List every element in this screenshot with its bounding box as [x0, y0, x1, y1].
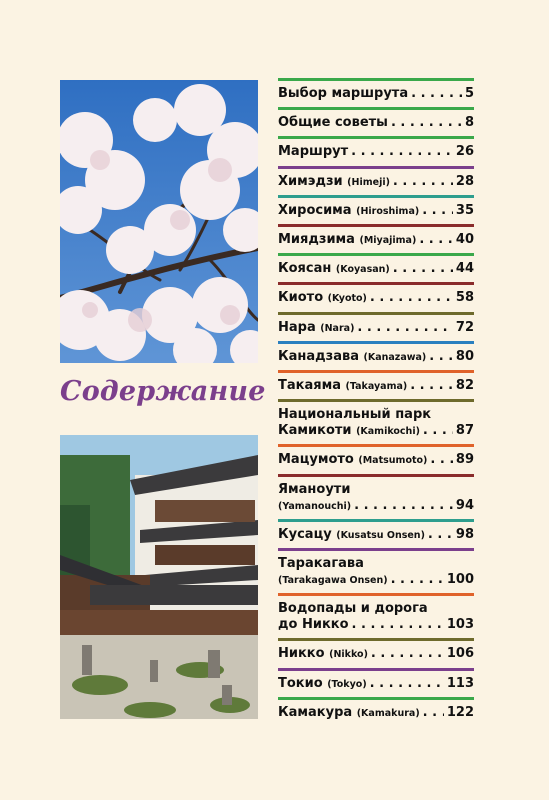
toc-entry-subtitle: (Tarakagawa Onsen) — [278, 575, 388, 586]
toc-entry-title-cont: Камикоти — [278, 423, 352, 439]
toc-color-bar — [278, 341, 474, 344]
toc-entry-title: Коясан (Koyasan) — [278, 261, 390, 277]
toc-entry-title-line2 — [278, 423, 420, 440]
toc-entry-subtitle: (Hiroshima) — [356, 205, 420, 217]
toc-entry-title: Таракагава — [278, 556, 364, 571]
toc-color-bar — [278, 697, 474, 700]
toc-entry[interactable] — [278, 519, 474, 544]
toc-entry-page: 87 — [455, 423, 474, 439]
toc-entry[interactable] — [278, 136, 474, 160]
toc-entry-subtitle: (Nara) — [320, 322, 355, 334]
toc-entry-page: 58 — [455, 290, 474, 306]
toc-entry-page: 89 — [455, 452, 474, 468]
toc-entry-title: Химэдзи (Himeji) — [278, 173, 390, 189]
toc-leader-dots — [393, 174, 453, 190]
toc-entry-title-line2 — [278, 617, 349, 633]
toc-color-bar — [278, 253, 474, 256]
toc-entry-page: 80 — [455, 348, 474, 364]
toc-entry-title: Токио (Tokyo) — [278, 675, 367, 691]
toc-entry-page: 122 — [446, 704, 474, 720]
toc-entry[interactable] — [278, 282, 474, 307]
toc-color-bar — [278, 312, 474, 315]
toc-color-bar — [278, 370, 474, 373]
toc-entry-page: 5 — [464, 86, 474, 101]
toc-entry-subtitle: (Kyoto) — [327, 293, 367, 305]
toc-color-bar — [278, 474, 474, 477]
toc-entry-page: 28 — [455, 173, 474, 189]
toc-entry-title: Нара (Nara) — [278, 319, 355, 335]
toc-entry-subtitle: (Kamikochi) — [356, 426, 420, 438]
toc-leader-dots — [351, 144, 453, 160]
toc-entry-subtitle: (Tokyo) — [327, 678, 367, 690]
toc-entry[interactable] — [278, 253, 474, 278]
toc-color-bar — [278, 166, 474, 169]
toc-leader-dots — [370, 676, 444, 692]
toc-entry[interactable] — [278, 668, 474, 693]
toc-entry[interactable] — [278, 444, 474, 469]
toc-leader-dots — [423, 423, 453, 439]
toc-leader-dots — [422, 203, 453, 219]
toc-leader-dots — [393, 261, 453, 277]
temple-garden-photo — [60, 435, 258, 719]
toc-entry-page: 103 — [446, 617, 474, 633]
cherry-blossom-photo — [60, 80, 258, 363]
toc-leader-dots — [430, 452, 453, 468]
toc-color-bar — [278, 668, 474, 671]
toc-entry-page: 8 — [464, 115, 474, 131]
toc-entry-subtitle: (Matsumoto) — [358, 455, 428, 467]
toc-leader-dots — [411, 86, 462, 102]
toc-entry-title: Яманоути — [278, 481, 351, 497]
toc-color-bar — [278, 399, 474, 402]
toc-color-bar — [278, 548, 474, 551]
toc-entry-page: 100 — [446, 572, 474, 587]
toc-entry[interactable] — [278, 548, 474, 589]
toc-entry[interactable] — [278, 399, 474, 440]
toc-entry-title-cont: до Никко — [278, 617, 349, 633]
toc-entry-title: Миядзима (Miyajima) — [278, 232, 417, 247]
toc-leader-dots — [357, 320, 453, 336]
toc-entry-subtitle: (Kusatsu Onsen) — [336, 529, 425, 541]
toc-leader-dots — [423, 705, 444, 721]
toc-entry[interactable] — [278, 195, 474, 220]
toc-entry-title: Канадзава (Kanazawa) — [278, 348, 427, 364]
toc-entry-title-line2 — [278, 498, 351, 515]
toc-entry[interactable] — [278, 78, 474, 102]
toc-entry-title: Общие советы — [278, 115, 388, 131]
toc-leader-dots — [429, 349, 453, 365]
toc-entry-title: Мацумото (Matsumoto) — [278, 452, 428, 468]
toc-entry-title-line2 — [278, 572, 388, 589]
toc-entry[interactable] — [278, 107, 474, 131]
toc-entry-title: Кусацу (Kusatsu Onsen) — [278, 526, 425, 542]
toc-entry[interactable] — [278, 593, 474, 633]
toc-entry-page: 44 — [455, 261, 474, 277]
toc-color-bar — [278, 136, 474, 139]
toc-entry[interactable] — [278, 697, 474, 722]
toc-entry-page: 106 — [446, 646, 474, 662]
toc-leader-dots — [352, 617, 444, 633]
toc-entry-page: 26 — [455, 144, 474, 160]
toc-color-bar — [278, 444, 474, 447]
toc-entry[interactable] — [278, 370, 474, 395]
toc-entry-subtitle: (Kamakura) — [356, 707, 420, 719]
toc-leader-dots — [371, 646, 444, 662]
toc-entry-page: 40 — [455, 232, 474, 247]
toc-leader-dots — [391, 572, 444, 588]
toc-entry[interactable] — [278, 224, 474, 249]
page-title: Содержание — [60, 376, 266, 407]
toc-leader-dots — [391, 115, 462, 131]
toc-entry-subtitle: (Takayama) — [345, 381, 408, 392]
toc-entry-title: Хиросима (Hiroshima) — [278, 202, 420, 218]
toc-entry-title: Национальный парк — [278, 407, 432, 423]
toc-leader-dots — [410, 378, 453, 394]
toc-color-bar — [278, 107, 474, 110]
toc-entry-page: 98 — [455, 526, 474, 542]
toc-entry-page: 82 — [455, 378, 474, 393]
toc-entry-subtitle: (Kanazawa) — [363, 351, 427, 363]
toc-leader-dots — [419, 232, 453, 248]
toc-entry-page: 35 — [455, 202, 474, 218]
toc-entry-title: Киото (Kyoto) — [278, 290, 367, 306]
toc-leader-dots — [354, 498, 453, 514]
toc-color-bar — [278, 78, 474, 81]
toc-entry[interactable] — [278, 474, 474, 515]
toc-entry-subtitle: (Miyajima) — [359, 235, 417, 246]
toc-entry[interactable] — [278, 638, 474, 663]
toc-entry-title: Такаяма (Takayama) — [278, 378, 408, 393]
toc-leader-dots — [428, 527, 453, 543]
toc-color-bar — [278, 282, 474, 285]
toc-entry-page: 113 — [446, 675, 474, 691]
toc-entry-title: Водопады и дорога — [278, 601, 428, 617]
toc-entry[interactable] — [278, 166, 474, 191]
toc-leader-dots — [370, 290, 453, 306]
toc-entry-page: 72 — [455, 319, 474, 335]
toc-entry-page: 94 — [455, 497, 474, 513]
toc-entry-subtitle: (Nikko) — [329, 649, 368, 661]
toc-color-bar — [278, 593, 474, 596]
toc-entry-title: Выбор маршрута — [278, 86, 409, 101]
toc-color-bar — [278, 224, 474, 227]
toc-color-bar — [278, 195, 474, 198]
toc-color-bar — [278, 638, 474, 641]
toc-color-bar — [278, 519, 474, 522]
toc-entry-subtitle: (Koyasan) — [335, 264, 390, 276]
toc-entry-subtitle: (Yamanouchi) — [278, 500, 352, 512]
toc-entry[interactable] — [278, 312, 474, 337]
toc-entry-title: Камакура (Kamakura) — [278, 704, 420, 720]
toc-entry-title: Никко (Nikko) — [278, 646, 368, 662]
toc-entry[interactable] — [278, 341, 474, 366]
toc-entry-subtitle: (Himeji) — [347, 176, 390, 188]
toc-entry-title: Маршрут — [278, 144, 349, 160]
